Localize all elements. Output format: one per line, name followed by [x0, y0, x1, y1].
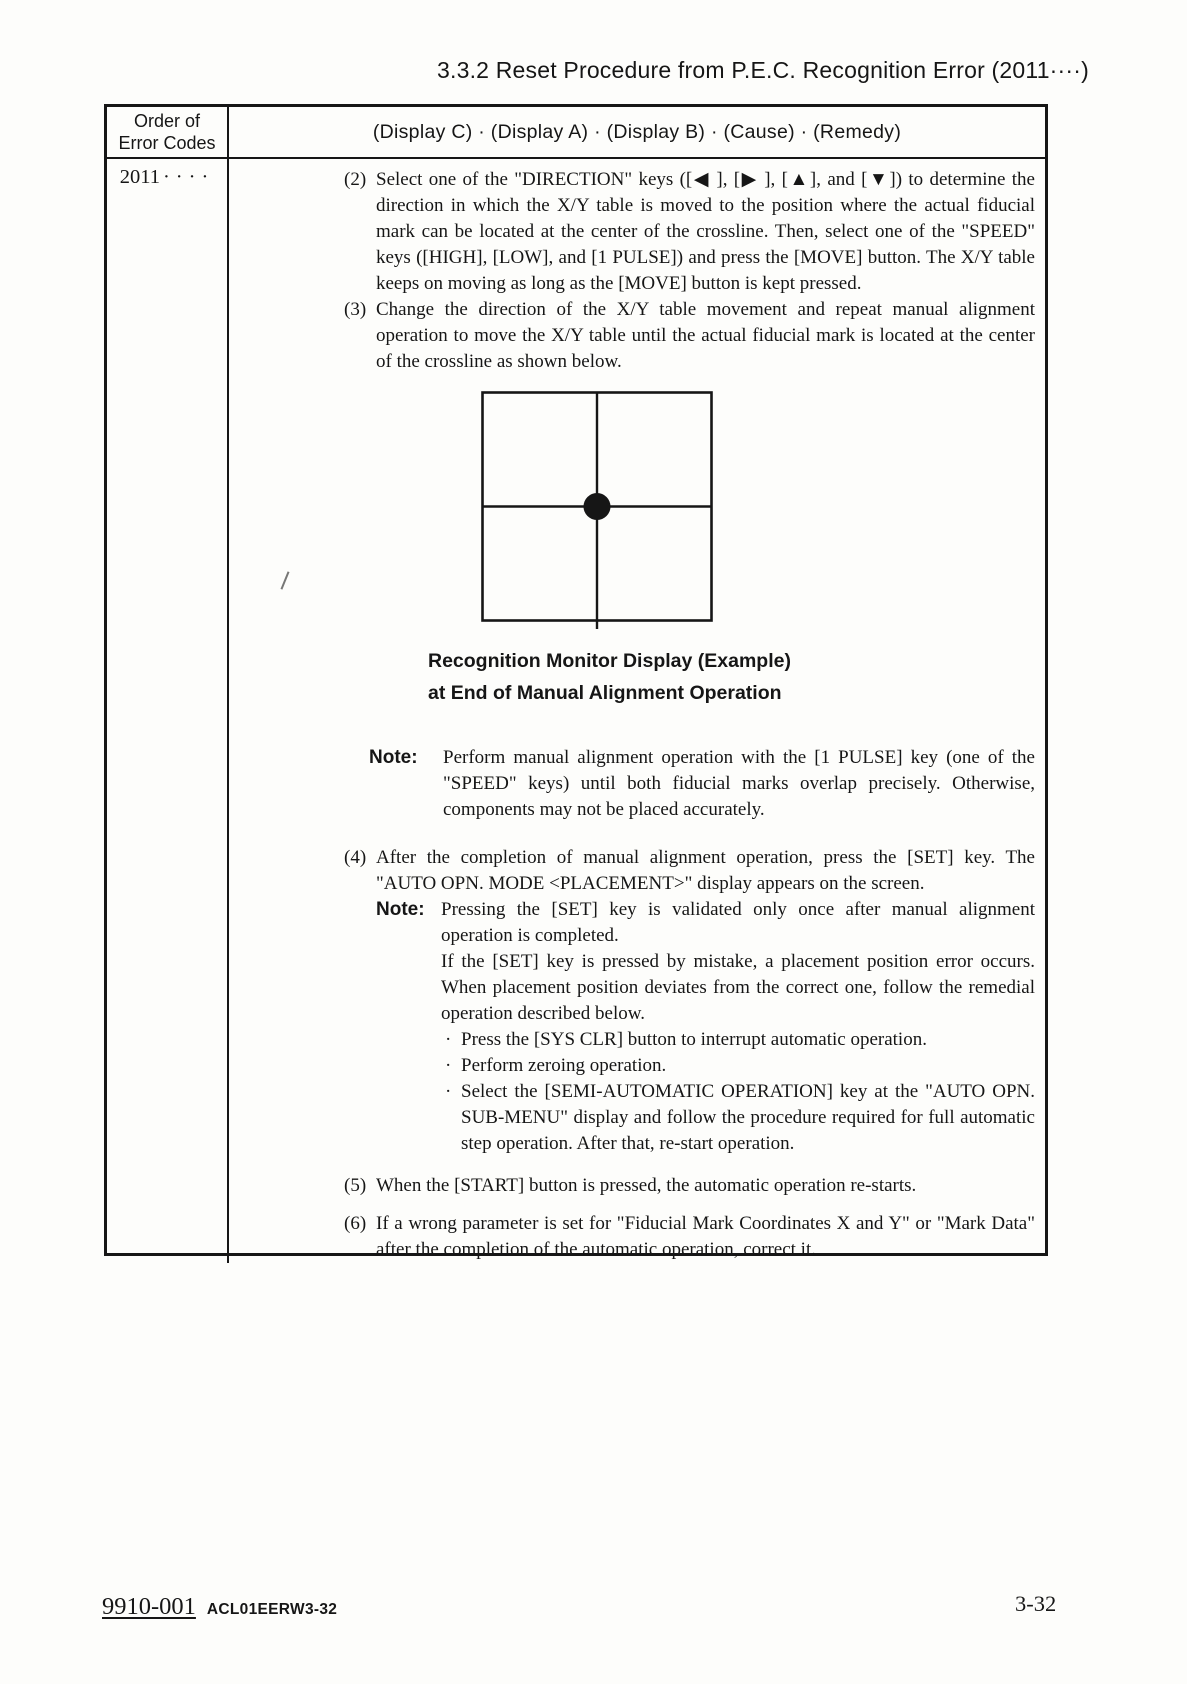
error-code-cell	[107, 159, 229, 1263]
header-col1-line1: Order of	[133, 111, 201, 131]
figure-caption-line2: at End of Manual Alignment Operation	[428, 682, 782, 704]
note-body	[441, 897, 1035, 1157]
note-set-key	[376, 897, 1035, 1157]
error-code-table	[104, 104, 1048, 1260]
note-manual-alignment	[369, 745, 1035, 823]
error-code-dots: ····	[162, 166, 215, 188]
figure-caption-line1: Recognition Monitor Display (Example)	[428, 650, 791, 672]
error-code: 2011	[119, 166, 160, 188]
step-3-text: Change the direction of the X/Y table movement and repeat manual alignment operation to move the X/Y table until the actual fiducial mark is located at the center of the crossline as shown below.	[376, 299, 1035, 372]
step-6-text: If a wrong parameter is set for "Fiducial Mark Coordinates X and Y" or "Mark Data" after the completion of the automatic operation, correct it.	[376, 1213, 1035, 1260]
step-6	[344, 1211, 1035, 1263]
step-6-number: (6)	[344, 1213, 367, 1234]
step-5-text: When the [START] button is pressed, the automatic operation re-starts.	[376, 1175, 917, 1196]
step-2	[344, 167, 1035, 297]
document-code: ACL01EERW3-32	[206, 1601, 338, 1618]
recognition-monitor-figure	[481, 391, 1035, 631]
step-2-number: (2)	[344, 169, 367, 190]
document-number: 9910-001	[102, 1593, 196, 1620]
list-item	[445, 1079, 1035, 1157]
bullet-dot: ·	[445, 1029, 452, 1050]
header-col1-line2: Error Codes	[118, 133, 216, 153]
crosshair-square-graphic	[481, 391, 713, 631]
list-item	[445, 1027, 1035, 1053]
step-2-text: Select one of the "DIRECTION" keys ([◀ ], [▶ ], [▲], and [▼]) to determine the direction in which the X/Y table is moved to the position where the actual fiducial mark can be located at the center of the crossline. Then, select one of the "SPEED" keys ([HIGH], [LOW], and [1 PULSE]) and press the [MOVE] button. The X/Y table keeps on moving as long as the [MOVE] button is kept pressed.	[376, 169, 1035, 294]
note-text: Perform manual alignment operation with the [1 PULSE] key (one of the "SPEED" keys) until both fiducial marks overlap precisely. Otherwise, components may not be placed accurately.	[443, 747, 1035, 820]
bullet-dot: ·	[445, 1055, 452, 1076]
note-label: Note:	[369, 747, 418, 768]
fiducial-mark-dot	[584, 493, 611, 520]
footer-left	[102, 1593, 337, 1621]
remedial-bullet-list	[445, 1027, 1035, 1157]
bullet-dot: ·	[445, 1081, 452, 1102]
page-number: 3-32	[1015, 1591, 1057, 1616]
bullet-text-semi-automatic: Select the [SEMI-AUTOMATIC OPERATION] key at the "AUTO OPN. SUB-MENU" display and follow the procedure required for full automatic step operation. After that, re-start operation.	[461, 1081, 1035, 1154]
step-4	[344, 845, 1035, 897]
bullet-text-sys-clr: Press the [SYS CLR] button to interrupt automatic operation.	[461, 1029, 927, 1050]
step-3-number: (3)	[344, 299, 367, 320]
step-3	[344, 297, 1035, 375]
step-4-text: After the completion of manual alignment operation, press the [SET] key. The "AUTO OPN. MODE <PLACEMENT>" display appears on the screen.	[376, 847, 1035, 894]
procedure-cell	[229, 159, 1045, 1263]
table-body-row	[107, 159, 1045, 1263]
note-label: Note:	[376, 899, 425, 920]
bullet-text-zeroing: Perform zeroing operation.	[461, 1055, 667, 1076]
list-item	[445, 1053, 1035, 1079]
note-paragraph-1: Pressing the [SET] key is validated only once after manual alignment operation is completed.	[441, 899, 1035, 946]
table-header-row	[107, 107, 1045, 159]
figure-caption	[428, 645, 1035, 709]
step-5-number: (5)	[344, 1175, 367, 1196]
header-display-cause-remedy: (Display C) · (Display A) · (Display B) · (Cause) · (Remedy)	[372, 120, 902, 143]
page-title: 3.3.2 Reset Procedure from P.E.C. Recognition Error (2011····)	[437, 57, 1089, 83]
header-order-of-error-codes	[107, 107, 229, 157]
step-5	[344, 1173, 1035, 1199]
note-paragraph-2: If the [SET] key is pressed by mistake, a placement position error occurs. When placement position deviates from the correct one, follow the remedial operation described below.	[441, 951, 1035, 1024]
step-4-number: (4)	[344, 847, 367, 868]
